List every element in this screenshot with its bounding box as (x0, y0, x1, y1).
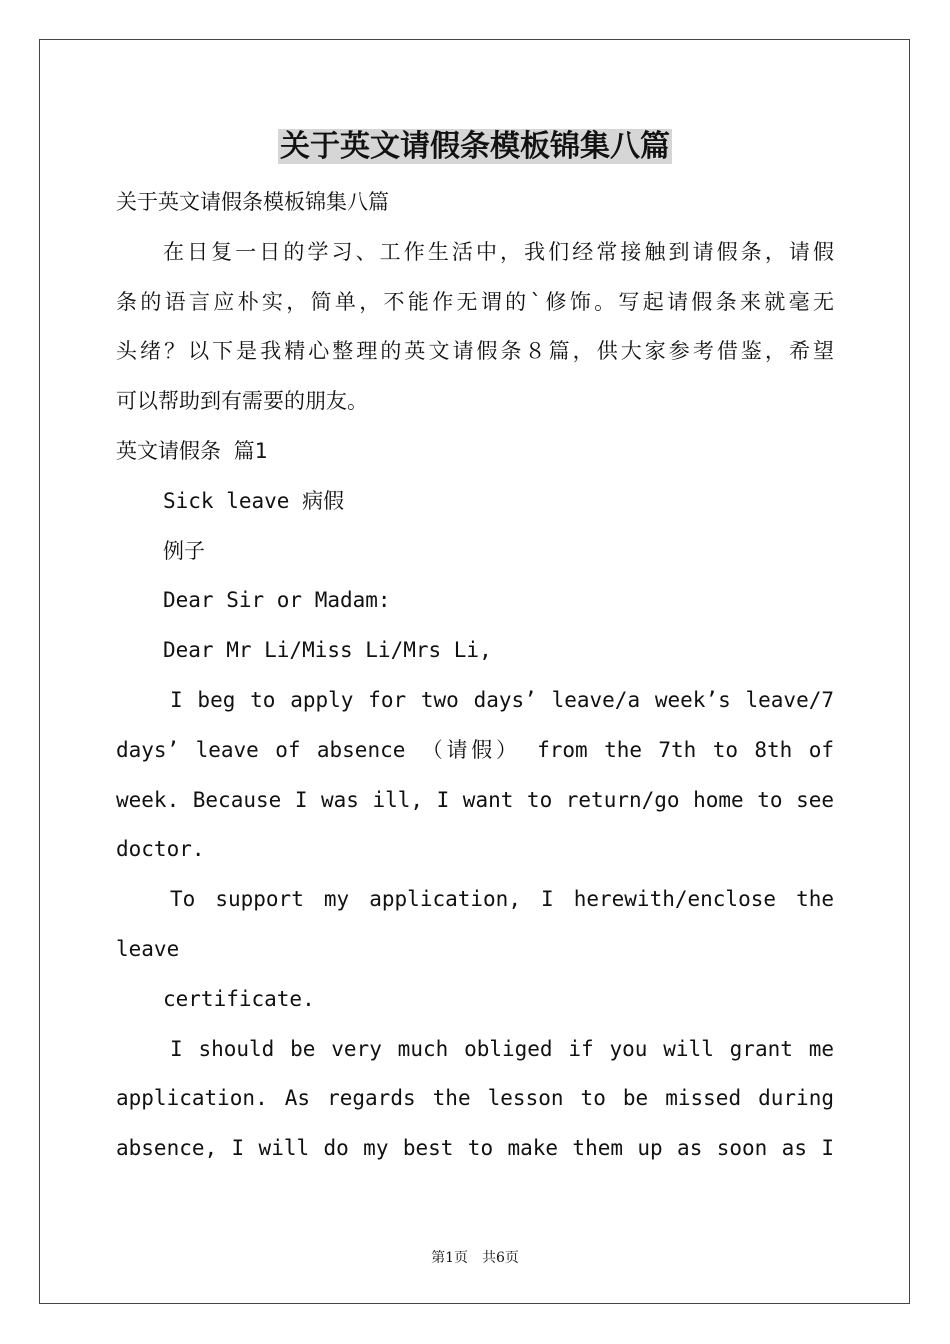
paragraph-line: certificate. (163, 986, 315, 1011)
paragraph-line: 条的语言应朴实，简单，不能作无谓的`修饰。写起请假条来就毫无 (116, 289, 834, 314)
document-body (116, 178, 834, 1174)
paragraph-line: 例子 (163, 538, 205, 563)
paragraph-line: Dear Sir or Madam: (163, 588, 391, 613)
paragraph-line: I beg to apply for two days’ leave/a week’s leave/7 (170, 687, 834, 712)
paragraph-line: Dear Mr Li/Miss Li/Mrs Li, (163, 638, 492, 663)
paragraph-line: 在日复一日的学习、工作生活中，我们经常接触到请假条，请假 (163, 239, 834, 264)
paragraph-line: Sick leave 病假 (163, 488, 345, 513)
paragraph-line: To support my application, I herewith/enclose the (170, 887, 834, 912)
paragraph-line: 可以帮助到有需要的朋友。 (116, 389, 368, 414)
document-title (0, 126, 950, 168)
paragraph-line: 头绪？以下是我精心整理的英文请假条８篇，供大家参考借鉴，希望 (116, 339, 834, 364)
section-heading: 英文请假条 篇1 (116, 438, 268, 463)
document-title-text: 关于英文请假条模板锦集八篇 (280, 129, 670, 164)
paragraph-line: leave (116, 936, 180, 961)
paragraph-line: doctor. (116, 837, 205, 862)
paragraph-line: I should be very much obliged if you will grant me (170, 1036, 834, 1061)
subtitle-line: 关于英文请假条模板锦集八篇 (116, 190, 389, 214)
paragraph-line: application. As regards the lesson to be missed during (116, 1086, 834, 1111)
page-footer: 第1页 共6页 (431, 1250, 519, 1266)
paragraph-line: week. Because I was ill, I want to return/go home to see (116, 787, 834, 812)
paragraph-line: days’ leave of absence （请假） from the 7th to 8th of (116, 737, 834, 762)
paragraph-line: absence, I will do my best to make them up as soon as I (116, 1136, 834, 1161)
